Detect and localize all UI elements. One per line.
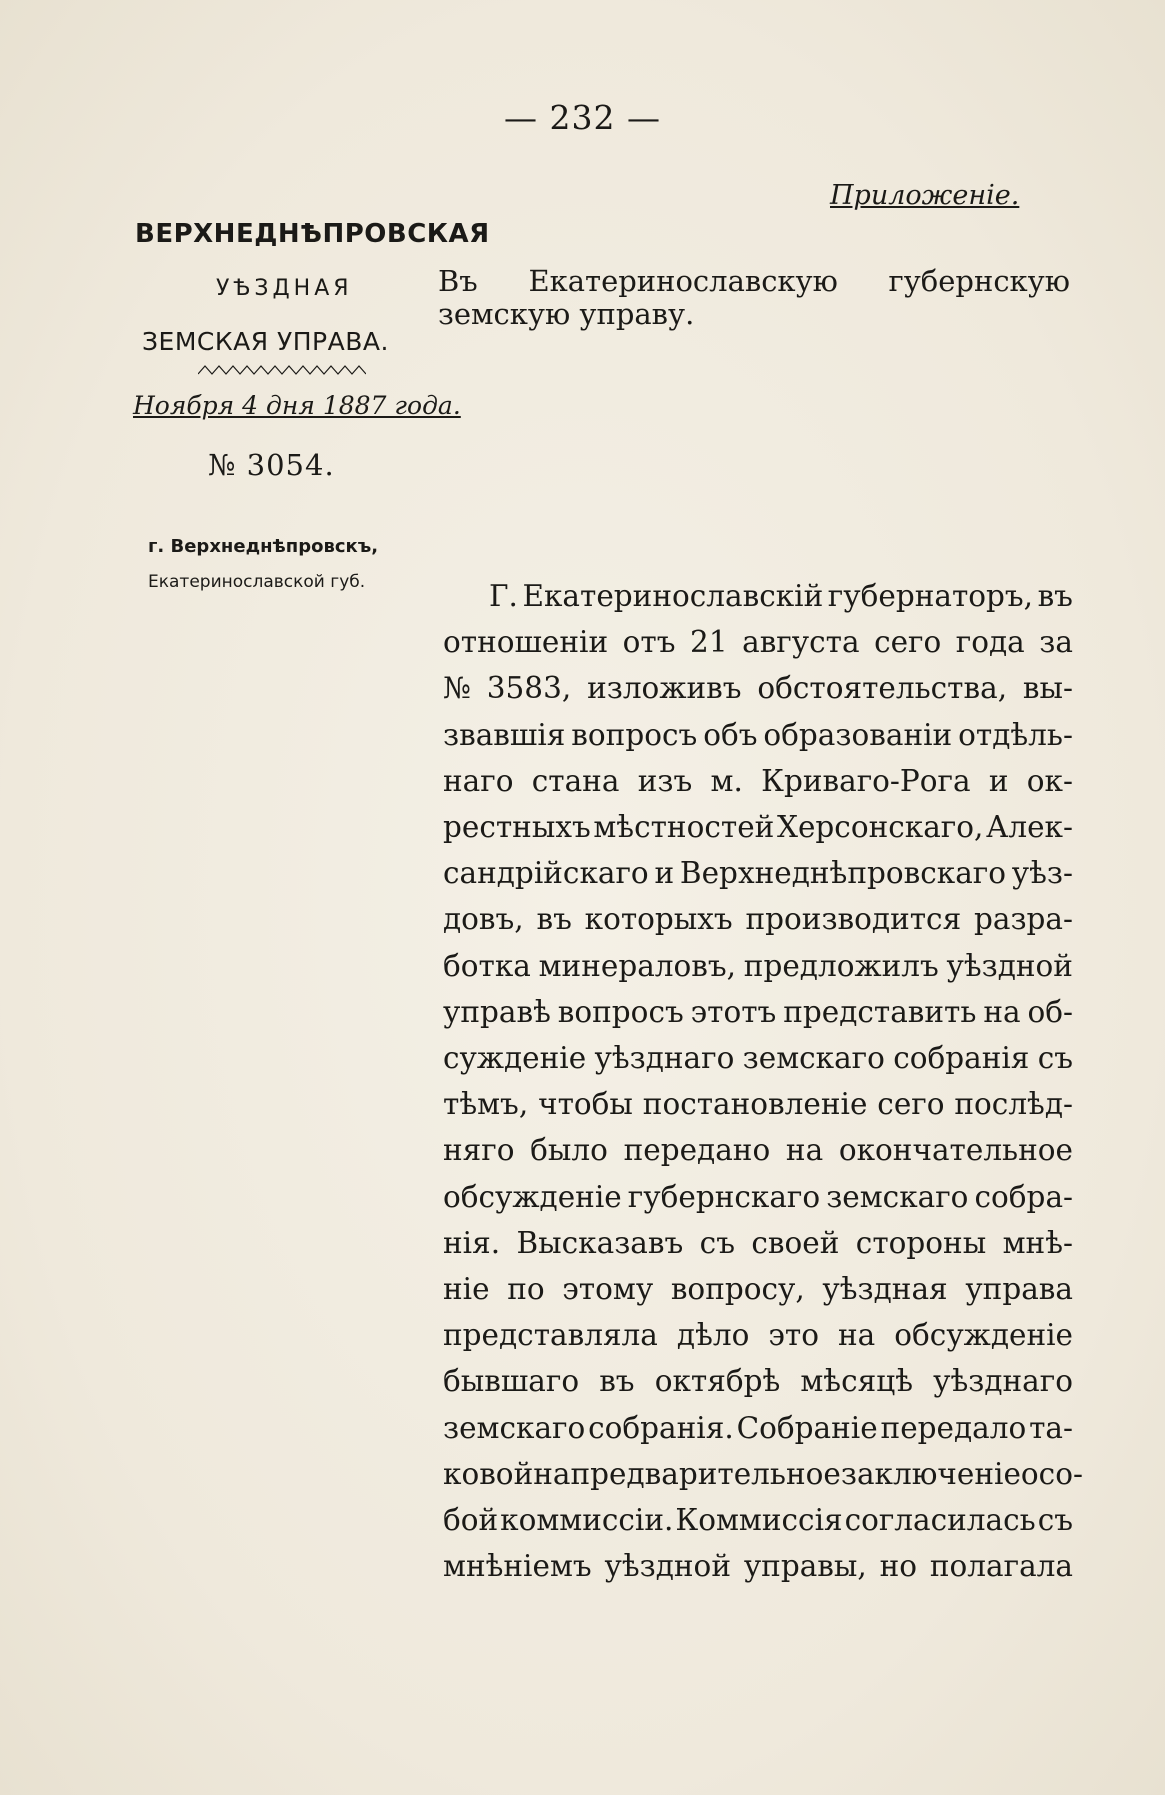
body-word: осо- (1020, 1456, 1083, 1491)
body-word: ковой (443, 1456, 534, 1491)
body-line (443, 1035, 1073, 1081)
body-word: мѣсяцѣ (800, 1364, 913, 1399)
body-word: изъ (637, 763, 693, 798)
body-line (443, 619, 1073, 665)
body-word: за (1039, 625, 1073, 660)
body-word: тѣмъ, (443, 1087, 529, 1122)
body-line (443, 989, 1073, 1035)
body-line (443, 1081, 1073, 1127)
body-word: Екатеринославскій (522, 579, 824, 613)
body-line (443, 758, 1073, 804)
body-word: съ (1037, 1041, 1073, 1076)
body-line (443, 1497, 1073, 1543)
body-line (443, 712, 1073, 758)
body-word: земскаго (826, 1179, 969, 1214)
body-word: согласилась (844, 1503, 1036, 1538)
body-word: на (838, 1318, 876, 1353)
body-word: вопросу, (670, 1272, 805, 1307)
body-word: ніе (443, 1272, 490, 1307)
page-number: — 232 — (504, 98, 661, 137)
body-word: минераловъ, (538, 948, 737, 983)
body-word: разра- (973, 902, 1073, 937)
body-word: м. (710, 763, 743, 798)
recipient-word: Въ (438, 264, 478, 298)
body-word: на (785, 1133, 824, 1168)
body-word: заключеніе (840, 1456, 1021, 1491)
body-word: наго (443, 763, 514, 798)
body-word: уѣздной (604, 1549, 731, 1584)
body-word: предварительное (570, 1456, 841, 1491)
body-word: этому (562, 1272, 654, 1307)
body-word: мнѣ- (1002, 1225, 1073, 1260)
body-word: управѣ (443, 994, 551, 1029)
body-word: уѣздная (822, 1272, 948, 1307)
body-line (443, 665, 1073, 711)
body-line (443, 573, 1073, 619)
body-word: своей (751, 1225, 840, 1260)
body-word: ок- (1026, 763, 1073, 798)
sender-province: Екатеринославской губ. (148, 572, 366, 592)
body-word: которыхъ (584, 902, 733, 937)
recipient-word: губернскую (888, 264, 1070, 298)
body-word: об- (1027, 994, 1073, 1029)
body-word: сего (874, 625, 942, 660)
body-word: представить (783, 994, 977, 1029)
body-word: Высказавъ (516, 1225, 684, 1260)
body-word: представляла (443, 1318, 658, 1353)
body-word: собра- (974, 1179, 1073, 1214)
body-word: въ (536, 902, 572, 937)
body-line (443, 943, 1073, 989)
body-word: въ (1037, 579, 1073, 613)
body-word: полагала (929, 1549, 1073, 1584)
letter-body (443, 573, 1083, 1589)
body-word: передало (880, 1410, 1027, 1445)
body-word: отъ (622, 625, 676, 660)
body-line (443, 1127, 1073, 1173)
annex-label: Приложеніе. (830, 180, 1020, 211)
council-name: ВЕРХНЕДНѢПРОВСКАЯ (135, 219, 490, 249)
body-word: было (530, 1133, 608, 1168)
letter-date: Ноября 4 дня 1887 года. (133, 391, 461, 420)
body-word: съ (699, 1225, 735, 1260)
body-word: уѣздной (946, 948, 1073, 983)
body-word: окончательное (838, 1133, 1073, 1168)
body-word: бывшаго (443, 1364, 580, 1399)
body-line (443, 1543, 1073, 1589)
body-word: года (955, 625, 1025, 660)
body-word: объ (703, 717, 758, 752)
body-word: послѣд- (954, 1087, 1073, 1122)
body-word: уѣз- (1011, 856, 1073, 891)
body-word: Г. (489, 579, 518, 613)
body-word: предложилъ (743, 948, 939, 983)
body-line (443, 1266, 1073, 1312)
body-word: это (768, 1318, 819, 1353)
body-word: губернаторъ, (827, 579, 1034, 613)
body-word: управа (965, 1272, 1073, 1307)
body-word: мнѣніемъ (443, 1549, 592, 1584)
body-word: уѣзднаго (933, 1364, 1073, 1399)
body-word: сандрійскаго (443, 856, 649, 891)
body-word: производится (745, 902, 962, 937)
body-line (443, 1358, 1073, 1404)
recipient-line-2: земскую управу. (438, 297, 695, 331)
body-word: губернскаго (627, 1179, 821, 1214)
body-word: вопросъ (557, 994, 684, 1029)
decorative-zigzag-rule (198, 364, 366, 376)
body-word: коммиссіи. (500, 1503, 674, 1538)
body-word: дѣло (676, 1318, 750, 1353)
body-word: Собраніе (736, 1410, 878, 1445)
body-word: Херсонскаго, (776, 810, 984, 845)
body-word: изложивъ (587, 671, 742, 706)
body-word: № (443, 671, 471, 706)
body-word: 3583, (486, 671, 572, 706)
body-word: мѣстностей (593, 810, 775, 845)
document-number: № 3054. (208, 448, 335, 482)
body-word: стороны (855, 1225, 987, 1260)
body-word: вопросъ (571, 717, 698, 752)
body-word: августа (742, 625, 860, 660)
body-word: обсужденіе (894, 1318, 1073, 1353)
body-word: на (983, 994, 1021, 1029)
council-board: ЗЕМСКАЯ УПРАВА. (142, 327, 389, 356)
body-word: и (988, 763, 1009, 798)
body-word: довъ, (443, 902, 524, 937)
body-word: Коммиссія (675, 1503, 843, 1538)
recipient-line-1 (438, 265, 1070, 298)
body-word: собранія. (588, 1410, 734, 1445)
body-word: на (533, 1456, 571, 1491)
body-word: образованіи (763, 717, 953, 752)
body-word: Верхнеднѣпровскаго (679, 856, 1006, 891)
body-word: этотъ (690, 994, 777, 1029)
body-word: стана (531, 763, 620, 798)
body-word: съ (1037, 1503, 1073, 1538)
body-word: сего (877, 1087, 945, 1122)
body-word: отдѣль- (958, 717, 1073, 752)
body-word: уѣзднаго (594, 1041, 735, 1076)
body-word: вы- (1022, 671, 1073, 706)
body-word: ботка (443, 948, 531, 983)
recipient-address (438, 265, 1070, 331)
body-word: управы, (743, 1549, 867, 1584)
body-word: сужденіе (443, 1041, 587, 1076)
recipient-word: Екатеринославскую (528, 264, 838, 298)
body-line (443, 804, 1073, 850)
body-word: Алек- (986, 810, 1073, 845)
body-word: земскаго (742, 1041, 885, 1076)
body-line (443, 1174, 1073, 1220)
body-word: нія. (443, 1225, 501, 1260)
body-word: Криваго-Рога (761, 763, 971, 798)
body-line (443, 1405, 1073, 1451)
body-word: отношеніи (443, 625, 609, 660)
body-word: няго (443, 1133, 515, 1168)
body-word: звавшія (443, 717, 566, 752)
district-label: УѢЗДНАЯ (216, 276, 353, 301)
body-word: и (654, 856, 675, 891)
body-word: бой (443, 1503, 499, 1538)
body-word: обсужденіе (443, 1179, 622, 1214)
body-word: земскаго (443, 1410, 586, 1445)
body-word: въ (599, 1364, 635, 1399)
body-word: рестныхъ (443, 810, 591, 845)
body-word: октябрѣ (654, 1364, 781, 1399)
body-line (443, 850, 1073, 896)
sender-city: г. Верхнеднѣпровскъ, (148, 536, 379, 557)
body-line (443, 1312, 1073, 1358)
body-word: чтобы (538, 1087, 633, 1122)
body-word: постановленіе (642, 1087, 868, 1122)
body-line (443, 896, 1073, 942)
body-word: передано (623, 1133, 771, 1168)
body-line (443, 1220, 1073, 1266)
body-word: 21 (690, 625, 728, 660)
body-word: та- (1029, 1410, 1073, 1445)
body-word: но (879, 1549, 918, 1584)
body-word: обстоятельства, (757, 671, 1008, 706)
body-word: собранія (893, 1041, 1030, 1076)
body-word: по (507, 1272, 545, 1307)
body-line (443, 1451, 1083, 1497)
